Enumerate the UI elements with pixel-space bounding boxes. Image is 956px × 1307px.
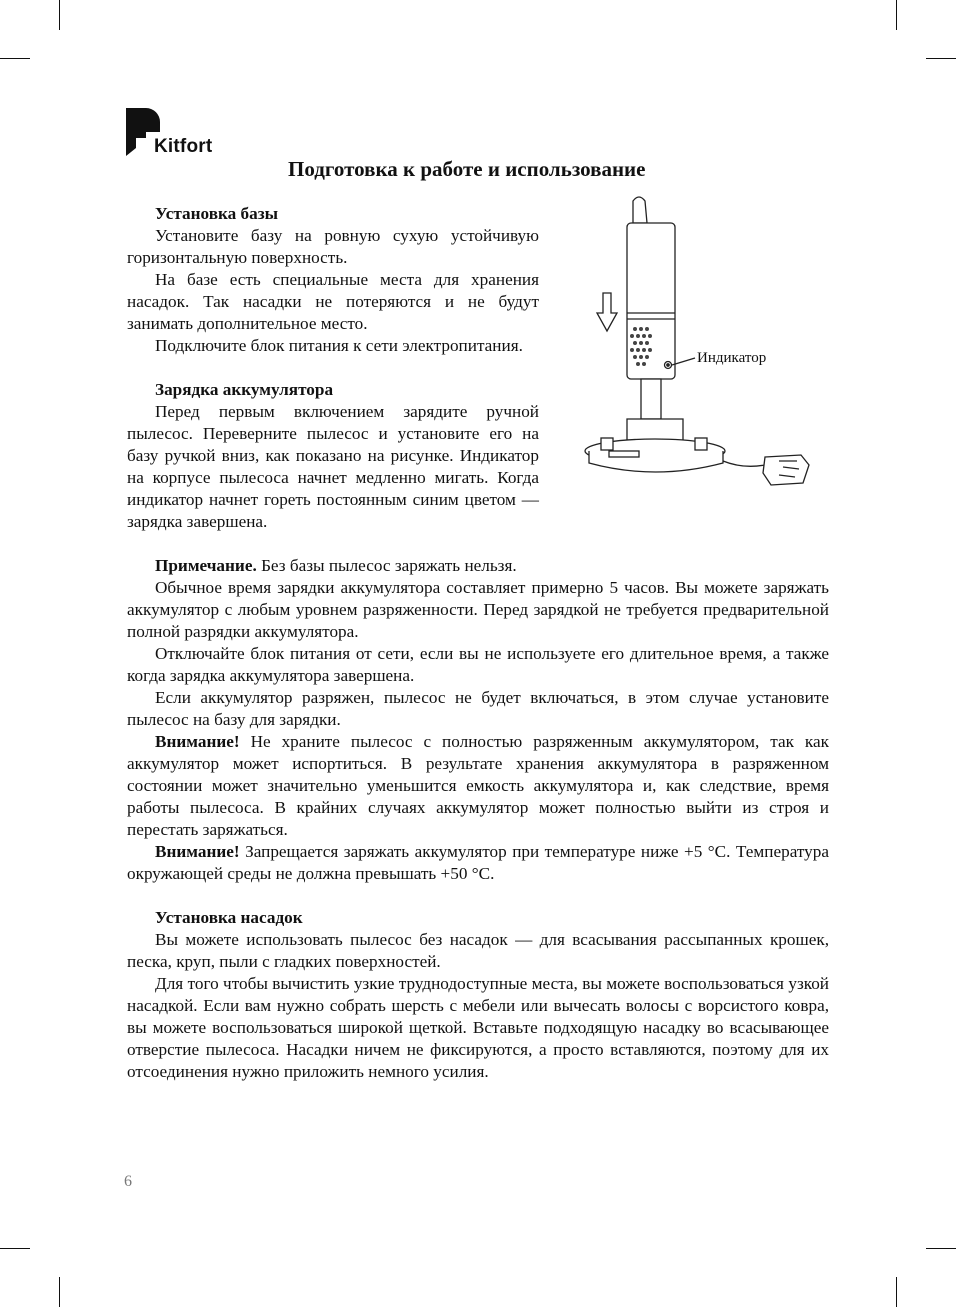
- warning-label: Внимание!: [155, 732, 240, 751]
- crop-mark: [896, 1277, 897, 1307]
- section-heading-nozzles: Установка насадок: [155, 908, 303, 927]
- paragraph: Отключайте блок питания от сети, если вы не используете его длительное время, а также когда зарядка аккумулятора завершена.: [127, 644, 829, 685]
- paragraph: Обычное время зарядки аккумулятора составляет примерно 5 часов. Вы можете заряжать аккумулятор с любым уровнем разряженности. Перед зарядкой не требуется предварительной полной разрядки аккумулятора.: [127, 578, 829, 641]
- crop-mark: [0, 58, 30, 59]
- paragraph: На базе есть специальные места для хранения насадок. Так насадки не потеряются и не будут занимать дополнительное место.: [127, 270, 539, 333]
- paragraph: Подключите блок питания к сети электропитания.: [155, 336, 523, 355]
- paragraph: Для того чтобы вычистить узкие труднодоступные места, вы можете воспользоваться узкой насадкой. Если вам нужно собрать шерсть с мебели или вычесать волосы с ворсистого ковра, вы можете воспользоваться широкой щеткой. Вставьте подходящую насадку во всасывающее отверстие пылесоса. Насадки ничем не фиксируются, а просто вставляются, поэтому для их отсоединения нужно приложить немного усилия.: [127, 974, 829, 1081]
- crop-mark: [59, 0, 60, 30]
- section-heading-charging: Зарядка аккумулятора: [155, 380, 334, 399]
- crop-mark: [926, 58, 956, 59]
- paragraph: Установите базу на ровную сухую устойчивую горизонтальную поверхность.: [127, 226, 539, 267]
- warning-text: Запрещается заряжать аккумулятор при температуре ниже +5 °С. Температура окружающей среды не должна превышать +50 °С.: [127, 842, 829, 883]
- note-label: Примечание.: [155, 556, 257, 575]
- page-title: Подготовка к работе и использование: [288, 157, 646, 181]
- warning-text: Не храните пылесос с полностью разряженным аккумулятором, так как аккумулятор может испортиться. В результате хранения аккумулятора в разряженном состоянии может значительно уменьшится емкость аккумулятора и, как следствие, время работы пылесоса. В крайних случаях аккумулятор может полностью выйти из строя и перестать заряжаться.: [127, 732, 829, 839]
- indicator-label: Индикатор: [697, 350, 767, 366]
- section-heading-base: Установка базы: [155, 204, 279, 223]
- main-text: [127, 555, 829, 1083]
- paragraph: Вы можете использовать пылесос без насадок — для всасывания рассыпанных крошек, песка, круп, пыли с гладких поверхностей.: [127, 930, 829, 971]
- warning-paragraph: [127, 731, 829, 841]
- left-column: [127, 203, 539, 533]
- crop-mark: [926, 1248, 956, 1249]
- crop-mark: [896, 0, 897, 30]
- paragraph: Если аккумулятор разряжен, пылесос не будет включаться, в этом случае установите пылесос на базу для зарядки.: [127, 688, 829, 729]
- page-number: 6: [124, 1173, 132, 1190]
- crop-mark: [59, 1277, 60, 1307]
- warning-label: Внимание!: [155, 842, 240, 861]
- vacuum-on-base-illustration: [583, 193, 833, 493]
- crop-mark: [0, 1248, 30, 1249]
- warning-paragraph: [127, 841, 829, 885]
- note-paragraph: [127, 555, 829, 577]
- paragraph: Перед первым включением зарядите ручной пылесос. Переверните пылесос и установите его на базу ручкой вниз, как показано на рисунке. Индикатор на корпусе пылесоса начнет медленно мигать. Когда индикатор начнет гореть постоянным синим цветом — зарядка завершена.: [127, 402, 539, 531]
- note-text: Без базы пылесос заряжать нельзя.: [256, 556, 517, 575]
- brand-name: Kitfort: [154, 136, 213, 157]
